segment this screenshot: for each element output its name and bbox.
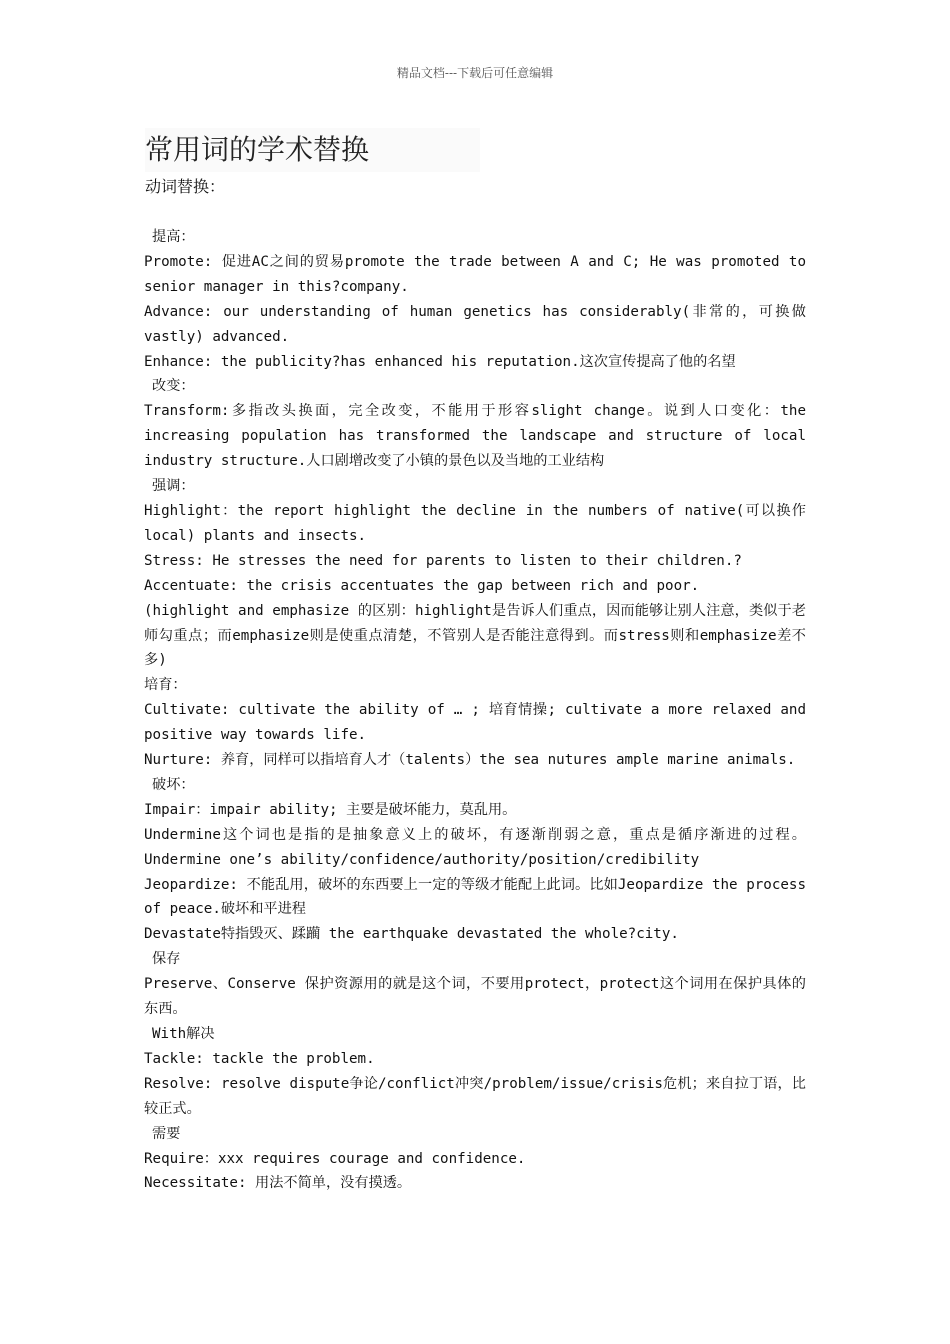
paragraph: Cultivate: cultivate the ability of … ; 培育情操; cultivate a more relaxed and positive way towards life.	[144, 702, 806, 744]
paragraph: Accentuate: the crisis accentuates the gap between rich and poor.	[144, 577, 700, 594]
paragraph: 培育：	[144, 677, 187, 694]
page-title: 常用词的学术替换	[145, 128, 480, 172]
section-heading: 破坏：	[152, 776, 195, 793]
paragraph: (highlight and emphasize 的区别：highlight是告诉人们重点，因而能够让别人注意，类似于老师勾重点；而emphasize则是使重点清楚，不管别人是否能注意得到。而stress则和emphasize差不多)	[144, 602, 806, 669]
section-heading: 保存	[152, 951, 181, 968]
paragraph: Require：xxx requires courage and confidence.	[144, 1150, 526, 1167]
section-heading: 需要	[152, 1125, 181, 1142]
section-heading: With解决	[152, 1026, 215, 1042]
paragraph: Jeopardize: 不能乱用，破坏的东西要上一定的等级才能配上此词。比如Jeopardize the process of peace.破坏和平进程	[144, 876, 806, 918]
paragraph: Tackle: tackle the problem.	[144, 1050, 375, 1067]
section-heading: 改变：	[152, 378, 195, 395]
page-header: 精品文档---下载后可任意编辑	[396, 66, 554, 80]
section-heading: 提高：	[152, 229, 195, 245]
paragraph: Necessitate: 用法不简单，没有摸透。	[144, 1175, 412, 1192]
page-subtitle: 动词替换：	[145, 177, 226, 196]
paragraph: Stress: He stresses the need for parents to listen to their children.?	[144, 552, 742, 569]
paragraph: Transform:多指改头换面，完全改变，不能用于形容slight change。说到人口变化：the increasing population has transformed the landscape and structure of local industry structure.人口剧增改变了小镇的景色以及当地的工业结构	[144, 403, 806, 470]
paragraph: Devastate特指毁灭、蹂躏 the earthquake devastated the whole?city.	[144, 926, 679, 943]
paragraph: Preserve、Conserve 保护资源用的就是这个词，不要用protect，protect这个词用在保护具体的东西。	[144, 976, 806, 1018]
section-heading: 强调：	[152, 478, 195, 495]
paragraph: Advance: our understanding of human genetics has considerably(非常的，可换做vastly) advanced.	[144, 303, 806, 345]
document-body	[144, 225, 806, 1196]
paragraph: Highlight：the report highlight the decline in the numbers of native(可以换作local) plants and insects.	[144, 502, 806, 544]
paragraph: Nurture: 养育，同样可以指培育人才（talents）the sea nutures ample marine animals.	[144, 752, 796, 769]
paragraph: Undermine这个词也是指的是抽象意义上的破坏，有逐渐削弱之意，重点是循序渐进的过程。Undermine one’s ability/confidence/authority/position/credibility	[144, 826, 806, 868]
paragraph: Resolve: resolve dispute争论/conflict冲突/problem/issue/crisis危机；来自拉丁语，比较正式。	[144, 1075, 806, 1117]
paragraph: Promote: 促进AC之间的贸易promote the trade between A and C; He was promoted to senior manager in this?company.	[144, 253, 806, 295]
paragraph: Impair：impair ability; 主要是破坏能力，莫乱用。	[144, 801, 517, 818]
paragraph: Enhance: the publicity?has enhanced his reputation.这次宣传提高了他的名望	[144, 353, 736, 370]
